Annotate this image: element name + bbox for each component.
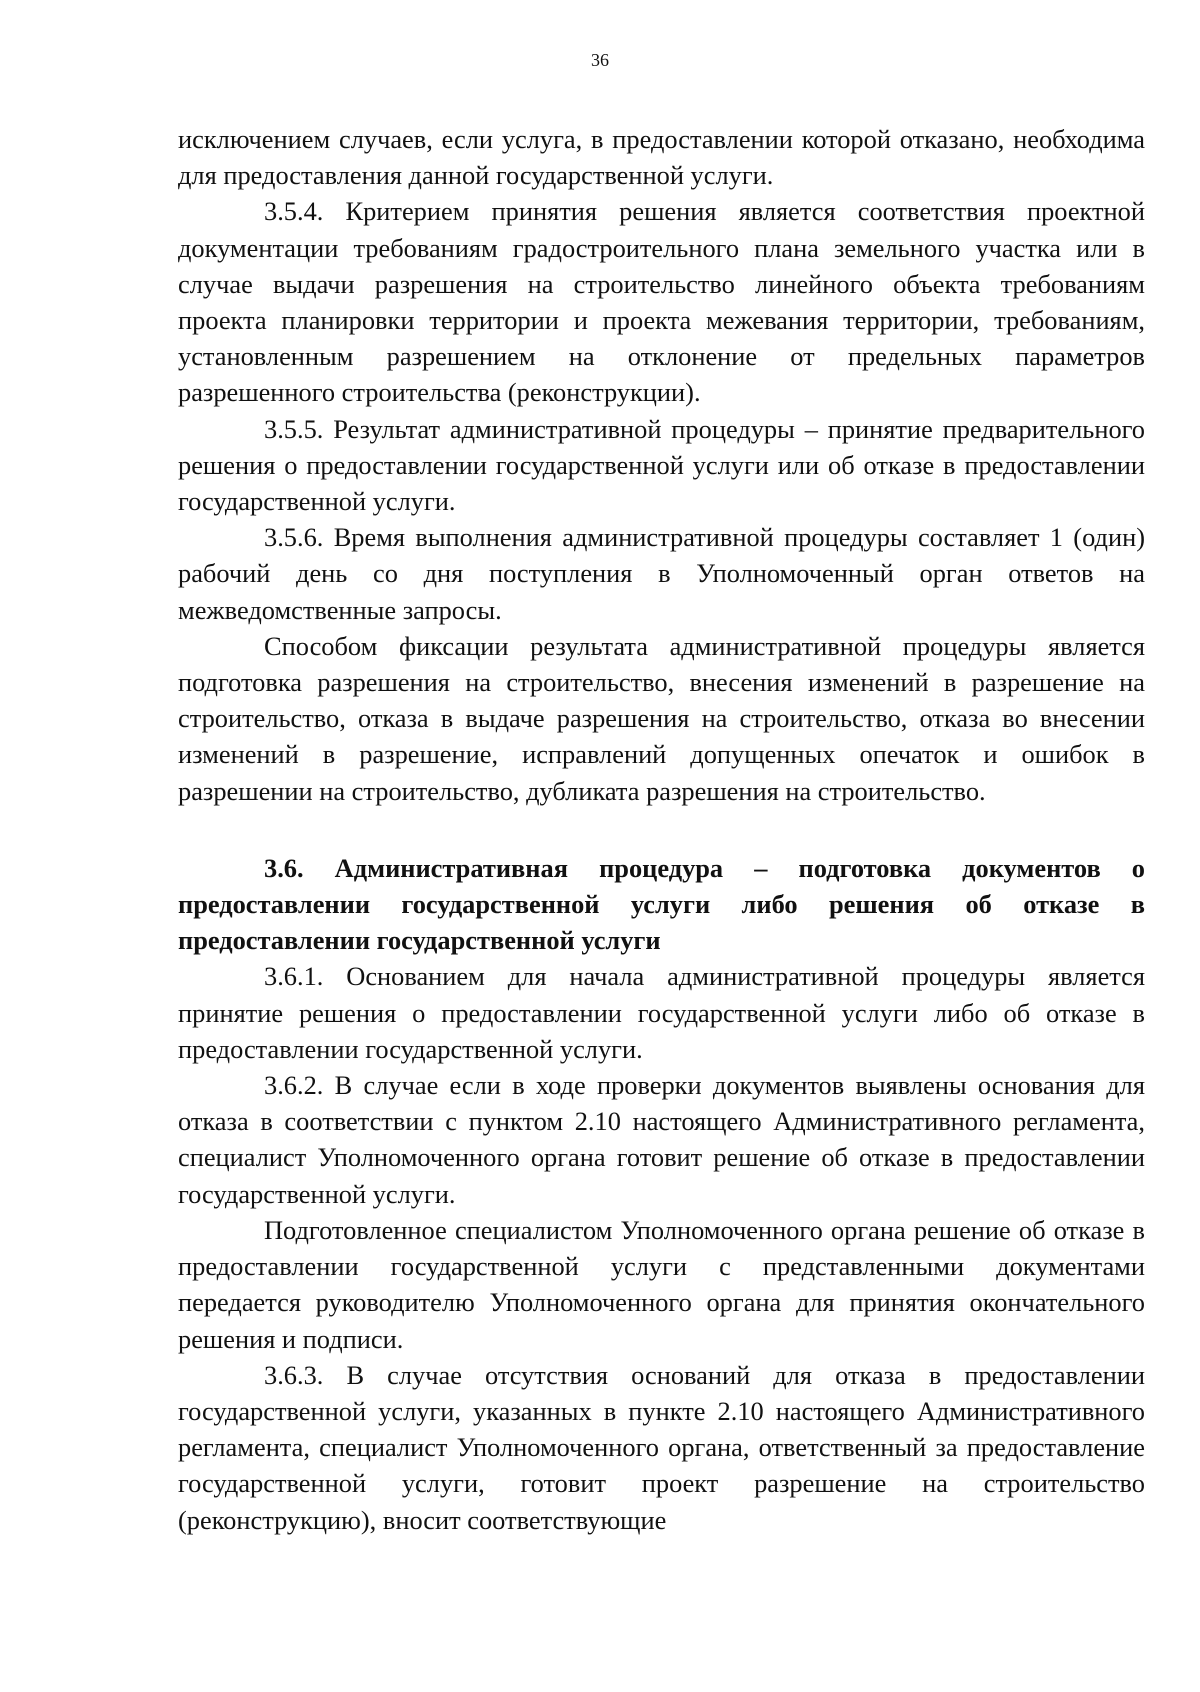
paragraph-3-5-5: 3.5.5. Результат административной процедуры – принятие предварительного решения о предоставлении государственной услуги или об отказе в предоставлении государственной услуги. bbox=[178, 413, 1145, 517]
page-number: 36 bbox=[591, 50, 609, 70]
section-spacer bbox=[178, 809, 1145, 850]
paragraph-continuation: исключением случаев, если услуга, в предоставлении которой отказано, необходима для предоставления данной государственной услуги. bbox=[178, 124, 1145, 191]
paragraph-fixation-method: Способом фиксации результата административной процедуры является подготовка разрешения на строительство, внесения изменений в разрешение на строительство, отказа в выдаче разрешения на строительство, отказа во внесении изменений в разрешение, исправлений допущенных опечаток и ошибок в разрешении на строительство, дубликата разрешения на строительство. bbox=[178, 630, 1145, 806]
paragraph-3-6-2: 3.6.2. В случае если в ходе проверки документов выявлены основания для отказа в соответствии с пунктом 2.10 настоящего Административного регламента, специалист Уполномоченного органа готовит решение об отказе в предоставлении государственной услуги. bbox=[178, 1070, 1145, 1209]
paragraph-3-6-3: 3.6.3. В случае отсутствия оснований для отказа в предоставлении государственной услуги, указанных в пункте 2.10 настоящего Административного регламента, специалист Уполномоченного органа, ответственный за предоставление государственной услуги, готовит проект разрешение на строительство (реконструкцию), вносит соответствующие bbox=[178, 1359, 1145, 1535]
paragraph-3-5-6: 3.5.6. Время выполнения административной процедуры составляет 1 (один) рабочий день со дня поступления в Уполномоченный орган ответов на межведомственные запросы. bbox=[178, 522, 1145, 625]
paragraph-prepared-decision: Подготовленное специалистом Уполномоченного органа решение об отказе в предоставлении государственной услуги с представленными документами передается руководителю Уполномоченного органа для принятия окончательного решения и подписи. bbox=[178, 1214, 1145, 1354]
paragraph-3-5-4: 3.5.4. Критерием принятия решения является соответствия проектной документации требованиям градостроительного плана земельного участка или в случае выдачи разрешения на строительство линейного объекта требованиям проекта планировки территории и проекта межевания территории, требованиям, установленным разрешением на отклонение от предельных параметров разрешенного строительства (реконструкции). bbox=[178, 196, 1145, 408]
section-heading-3-6: 3.6. Административная процедура – подготовка документов о предоставлении государственной услуги либо решения об отказе в предоставлении государственной услуги bbox=[178, 852, 1145, 956]
paragraph-3-6-1: 3.6.1. Основанием для начала административной процедуры является принятие решения о предоставлении государственной услуги либо об отказе в предоставлении государственной услуги. bbox=[178, 961, 1145, 1064]
document-body bbox=[178, 121, 1145, 1538]
